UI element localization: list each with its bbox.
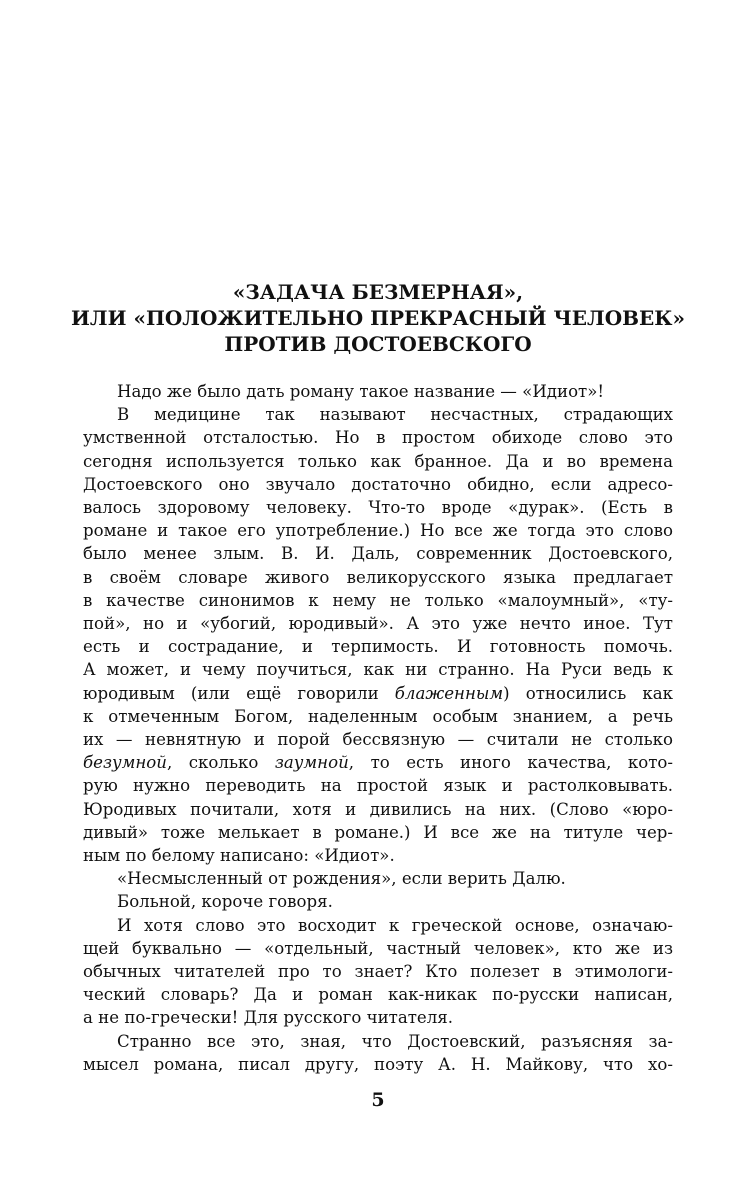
text-line: щей буквально — «отдельный, частный человек», кто же из [83,938,673,958]
italic-word: безумной [83,753,167,773]
body-text [83,380,673,1076]
text-line: к отмеченным Богом, наделенным особым знанием, а речь [83,706,673,726]
text-line: «Несмысленный от рождения», если верить Далю. [117,869,566,889]
text-run: юродивым (или ещё говорили [83,683,395,703]
text-line: романе и такое его употребление.) Но все же тогда это слово [83,521,673,541]
chapter-heading [60,279,696,357]
text-run: , то есть иного качества, кото- [348,753,673,773]
text-line: валось здоровому человеку. Что-то вроде «дурак». (Есть в [83,498,673,518]
text-line: Достоевского оно звучало достаточно обидно, если адресо- [83,474,673,494]
text-line: ческий словарь? Да и роман как-никак по-русски написан, [83,985,673,1005]
text-line: Странно все это, зная, что Достоевский, разъясняя за- [117,1031,673,1051]
text-line: Надо же было дать роману такое название — «Идиот»! [117,382,605,401]
text-line: мысел романа, писал другу, поэту А. Н. Майкову, что хо- [83,1054,673,1074]
text-line: А может, и чему поучиться, как ни странно. На Руси ведь к [83,660,673,680]
heading-line-3: ПРОТИВ ДОСТОЕВСКОГО [224,332,532,356]
italic-word: заумной [274,753,349,773]
text-run: ) относились как [503,683,673,703]
text-line-mixed [83,751,673,774]
text-line: в качестве синонимов к нему не только «малоумный», «ту- [83,590,673,610]
text-line: рую нужно переводить на простой язык и растолковывать. [83,776,673,796]
text-line: И хотя слово это восходит к греческой основе, означаю- [117,915,673,935]
text-line-mixed [83,682,673,705]
text-line: было менее злым. В. И. Даль, современник Достоевского, [83,544,673,564]
text-line: Юродивых почитали, хотя и дивились на них. (Слово «юро- [83,799,673,819]
page-number: 5 [371,1089,385,1111]
text-line: пой», но и «убогий, юродивый». А это уже нечто иное. Тут [83,614,673,634]
italic-word: блаженным [394,683,504,703]
heading-line-1: «ЗАДАЧА БЕЗМЕРНАЯ», [232,280,524,304]
text-line: обычных читателей про то знает? Кто полезет в этимологи- [83,962,673,982]
text-line: умственной отсталостью. Но в простом обиходе слово это [83,428,673,448]
text-line: дивый» тоже мелькает в романе.) И все же на титуле чер- [83,822,673,842]
text-line: сегодня используется только как бранное. Да и во времена [83,451,673,471]
text-line: в своём словаре живого великорусского языка предлагает [83,567,673,587]
text-line: есть и сострадание, и терпимость. И готовность помочь. [83,637,673,657]
text-run: , сколько [167,753,275,773]
text-line: ным по белому написано: «Идиот». [83,846,395,866]
text-line: В медицине так называют несчастных, страдающих [117,405,673,425]
text-line: а не по-гречески! Для русского читателя. [83,1008,454,1028]
text-line: Больной, короче говоря. [117,892,333,912]
text-line: их — невнятную и порой бессвязную — считали не столько [83,730,673,750]
heading-line-2: ИЛИ «ПОЛОЖИТЕЛЬНО ПРЕКРАСНЫЙ ЧЕЛОВЕК» [71,306,685,330]
